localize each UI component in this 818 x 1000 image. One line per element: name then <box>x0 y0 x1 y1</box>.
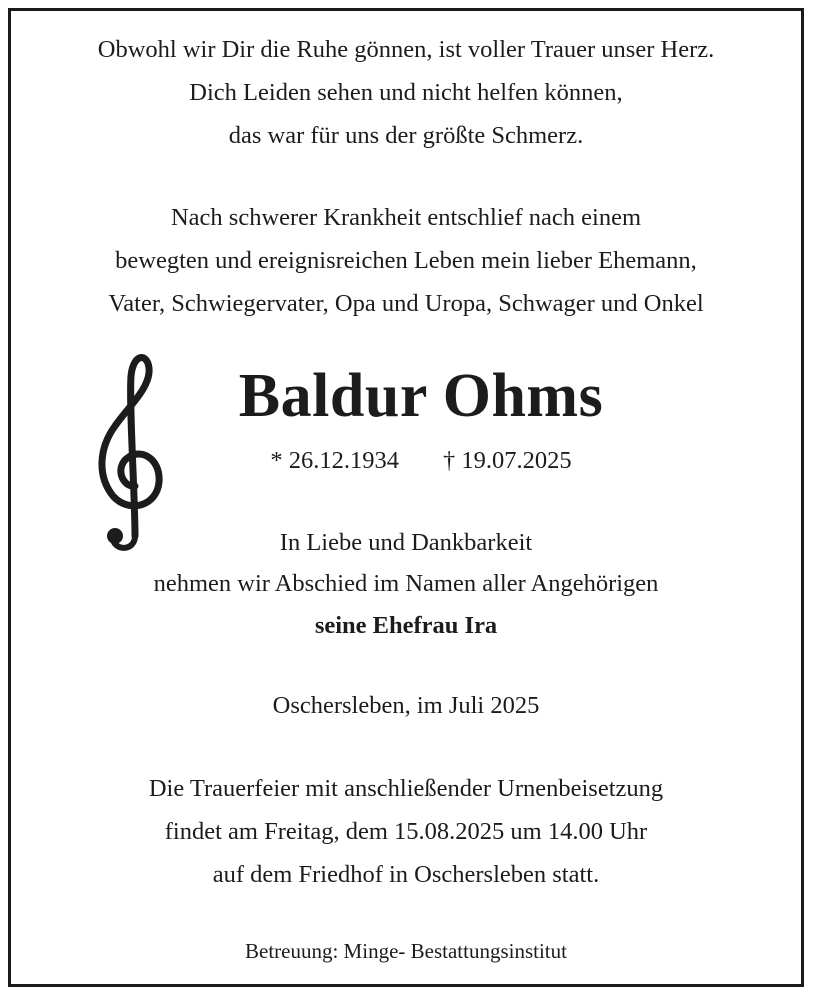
death-date: † 19.07.2025 <box>443 447 572 474</box>
obituary-notice <box>8 8 804 987</box>
place-date: Oschersleben, im Juli 2025 <box>272 692 540 719</box>
ceremony-line-3: auf dem Friedhof in Oschersleben statt. <box>212 861 600 888</box>
intro-line-2: bewegten und ereignisreichen Leben mein lieber Ehemann, <box>115 247 697 274</box>
verse-line-3: das war für uns der größte Schmerz. <box>228 122 584 149</box>
intro-line-1: Nach schwerer Krankheit entschlief nach einem <box>170 204 642 231</box>
treble-clef-icon <box>91 346 171 551</box>
funeral-home-credit: Betreuung: Minge- Bestattungsinstitut <box>245 939 567 963</box>
life-dates <box>181 446 661 476</box>
mourner-name: seine Ehefrau Ira <box>314 612 498 639</box>
intro-line-3: Vater, Schwiegervater, Opa und Uropa, Schwager und Onkel <box>108 290 704 317</box>
verse-line-2: Dich Leiden sehen und nicht helfen können, <box>189 79 623 106</box>
birth-date: * 26.12.1934 <box>270 447 399 474</box>
verse-line-1: Obwohl wir Dir die Ruhe gönnen, ist voller Trauer unser Herz. <box>97 36 715 63</box>
deceased-name: Baldur Ohms <box>238 362 604 430</box>
farewell-line-2: nehmen wir Abschied im Namen aller Angehörigen <box>153 570 659 597</box>
ceremony-line-2: findet am Freitag, dem 15.08.2025 um 14.00 Uhr <box>164 818 648 845</box>
ceremony-line-1: Die Trauerfeier mit anschließender Urnenbeisetzung <box>148 775 664 802</box>
farewell-line-1: In Liebe und Dankbarkeit <box>279 529 533 556</box>
